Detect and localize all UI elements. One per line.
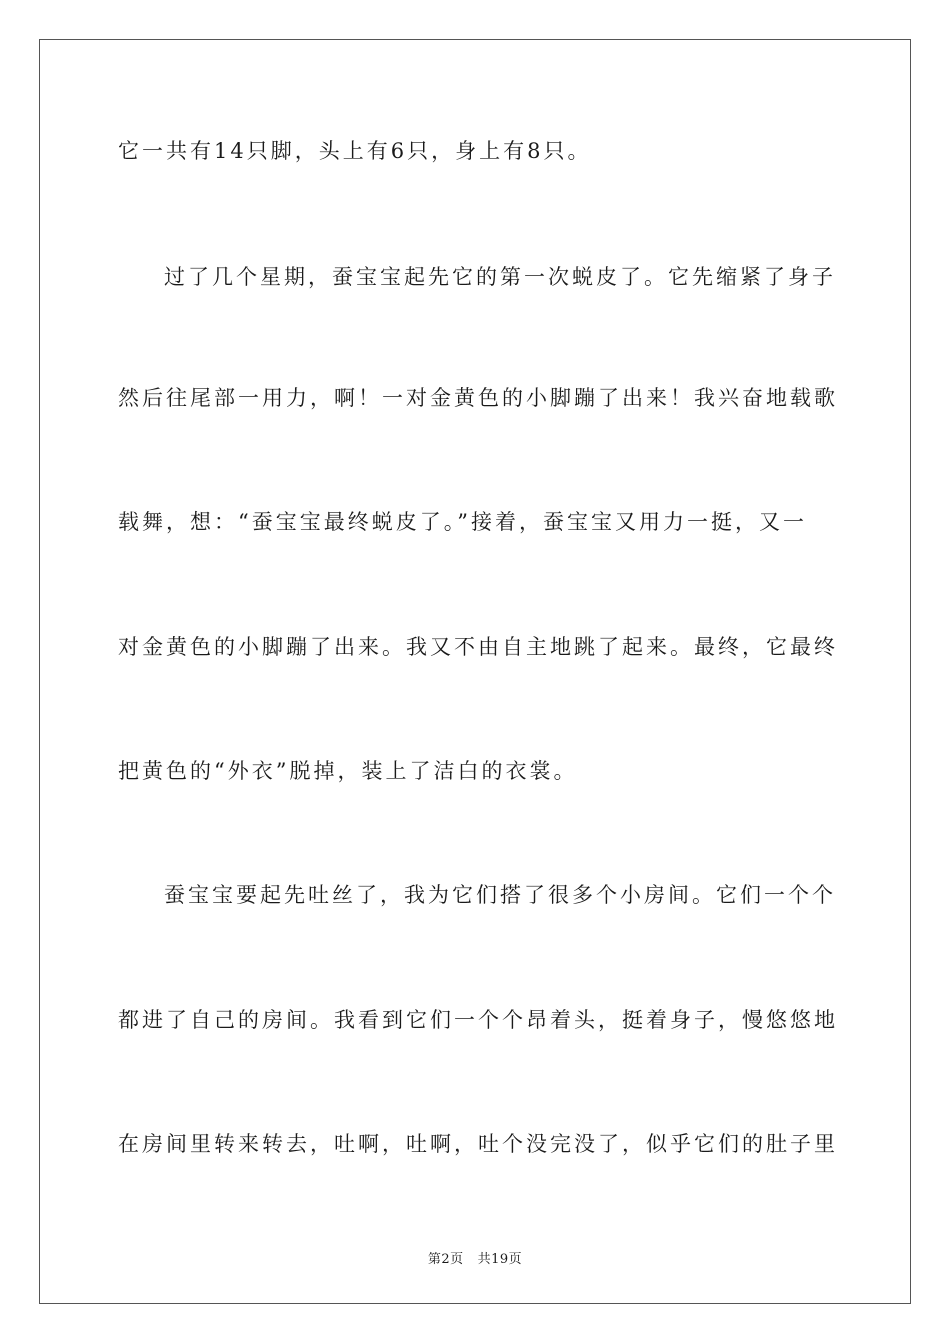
text-line: 在房间里转来转去，吐啊，吐啊，吐个没完没了，似乎它们的肚子里 [118,1132,838,1156]
text-line: 载舞，想：“蚕宝宝最终蜕皮了。”接着，蚕宝宝又用力一挺，又一 [118,510,807,534]
text-line: 都进了自己的房间。我看到它们一个个昂着头，挺着身子，慢悠悠地 [118,1008,838,1032]
text-line: 然后往尾部一用力，啊！一对金黄色的小脚蹦了出来！我兴奋地载歌 [118,386,838,410]
text-line: 它一共有14只脚，头上有6只，身上有8只。 [118,139,592,163]
text-line: 蚕宝宝要起先吐丝了，我为它们搭了很多个小房间。它们一个个 [164,883,836,907]
page-number: 第2页 [427,1252,464,1267]
text-line: 过了几个星期，蚕宝宝起先它的第一次蜕皮了。它先缩紧了身子 [164,265,836,289]
text-line: 对金黄色的小脚蹦了出来。我又不由自主地跳了起来。最终，它最终 [118,635,838,659]
text-line: 把黄色的“外衣”脱掉，装上了洁白的衣裳。 [118,759,578,783]
page-total: 共19页 [477,1252,523,1267]
page-border [39,39,911,1304]
page-footer [0,1248,950,1267]
